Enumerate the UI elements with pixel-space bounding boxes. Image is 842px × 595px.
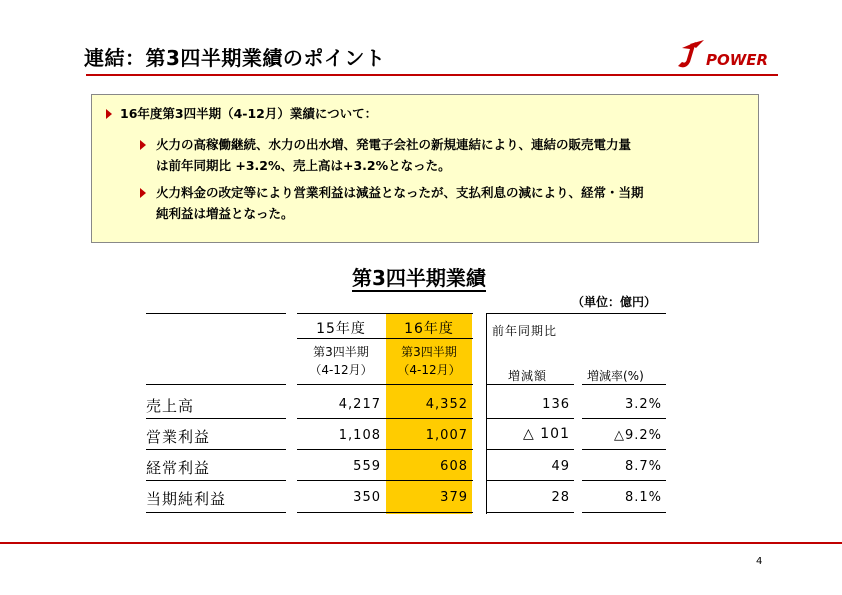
sub-q3-fy16: 第3四半期 bbox=[401, 345, 457, 359]
table-vertical-rule bbox=[486, 313, 487, 514]
row-rule bbox=[486, 512, 574, 513]
row-rate: 8.7% bbox=[624, 459, 662, 474]
row-fy15: 350 bbox=[353, 490, 381, 505]
table-top-rule bbox=[486, 313, 666, 314]
row-rule bbox=[486, 480, 574, 481]
table-top-rule bbox=[297, 313, 473, 314]
row-diff: △ 101 bbox=[523, 426, 570, 442]
sub-q3-fy15: 第3四半期 bbox=[313, 345, 369, 359]
row-rule bbox=[146, 480, 286, 481]
row-rule bbox=[297, 449, 473, 450]
row-label: 当期純利益 bbox=[146, 490, 227, 508]
row-fy16: 1,007 bbox=[425, 428, 468, 443]
col-fy15-header: 15年度 bbox=[316, 321, 366, 337]
summary-bullet-1-line-2: は前年同期比 +3.2%、売上高は+3.2%となった。 bbox=[156, 158, 451, 173]
row-fy15: 4,217 bbox=[338, 397, 381, 412]
footer-divider bbox=[0, 542, 842, 544]
row-fy15: 1,108 bbox=[338, 428, 381, 443]
table-header-rule bbox=[297, 338, 473, 339]
page-title: 連結：第3四半期業績のポイント bbox=[84, 46, 386, 70]
table-top-rule bbox=[146, 313, 286, 314]
row-rule bbox=[146, 512, 286, 513]
summary-box bbox=[91, 94, 759, 243]
table-header-bottom-rule bbox=[582, 384, 666, 385]
sub-diff: 増減額 bbox=[508, 369, 548, 383]
sub-period-fy15: （4-12月） bbox=[309, 363, 373, 377]
row-fy16: 608 bbox=[440, 459, 468, 474]
summary-heading: 16年度第3四半期（4-12月）業績について： bbox=[120, 106, 378, 121]
row-rule bbox=[486, 449, 574, 450]
unit-label: （単位：億円） bbox=[572, 295, 657, 309]
row-fy15: 559 bbox=[353, 459, 381, 474]
table-header-bottom-rule bbox=[297, 384, 473, 385]
table-header-bottom-rule bbox=[146, 384, 286, 385]
summary-bullet-2-line-2: 純利益は増益となった。 bbox=[156, 206, 294, 221]
row-fy16: 4,352 bbox=[425, 397, 468, 412]
table-title: 第3四半期業績 bbox=[352, 266, 486, 290]
sub-rate: 増減率(%) bbox=[587, 369, 644, 383]
bullet-arrow-icon bbox=[140, 188, 146, 198]
row-label: 営業利益 bbox=[146, 428, 211, 446]
row-diff: 49 bbox=[551, 459, 570, 474]
row-label: 売上高 bbox=[146, 397, 195, 415]
row-diff: 28 bbox=[551, 490, 570, 505]
row-rule bbox=[486, 418, 574, 419]
row-fy16: 379 bbox=[440, 490, 468, 505]
row-rule bbox=[297, 512, 473, 513]
page-number: 4 bbox=[756, 556, 763, 567]
title-divider bbox=[86, 74, 778, 76]
row-label: 経常利益 bbox=[146, 459, 211, 477]
bullet-arrow-icon bbox=[106, 109, 112, 119]
row-rule bbox=[582, 418, 666, 419]
row-rule bbox=[297, 480, 473, 481]
logo-text: POWER bbox=[706, 51, 769, 69]
summary-bullet-2-line-1: 火力料金の改定等により営業利益は減益となったが、支払利息の減により、経常・当期 bbox=[156, 185, 644, 200]
row-rule bbox=[582, 480, 666, 481]
row-rate: 8.1% bbox=[624, 490, 662, 505]
row-rule bbox=[582, 512, 666, 513]
row-rule bbox=[297, 418, 473, 419]
company-logo bbox=[676, 38, 786, 72]
row-rate: 3.2% bbox=[624, 397, 662, 412]
table-header-bottom-rule bbox=[486, 384, 574, 385]
row-diff: 136 bbox=[542, 397, 570, 412]
summary-bullet-1-line-1: 火力の高稼働継続、水力の出水増、発電子会社の新規連結により、連結の販売電力量 bbox=[156, 137, 632, 152]
row-rule bbox=[582, 449, 666, 450]
col-fy16-header: 16年度 bbox=[404, 321, 454, 337]
sub-period-fy16: （4-12月） bbox=[397, 363, 461, 377]
bullet-arrow-icon bbox=[140, 140, 146, 150]
col-yoy-header: 前年同期比 bbox=[492, 324, 558, 338]
row-rule bbox=[146, 449, 286, 450]
row-rate: △9.2% bbox=[613, 428, 662, 443]
row-rule bbox=[146, 418, 286, 419]
